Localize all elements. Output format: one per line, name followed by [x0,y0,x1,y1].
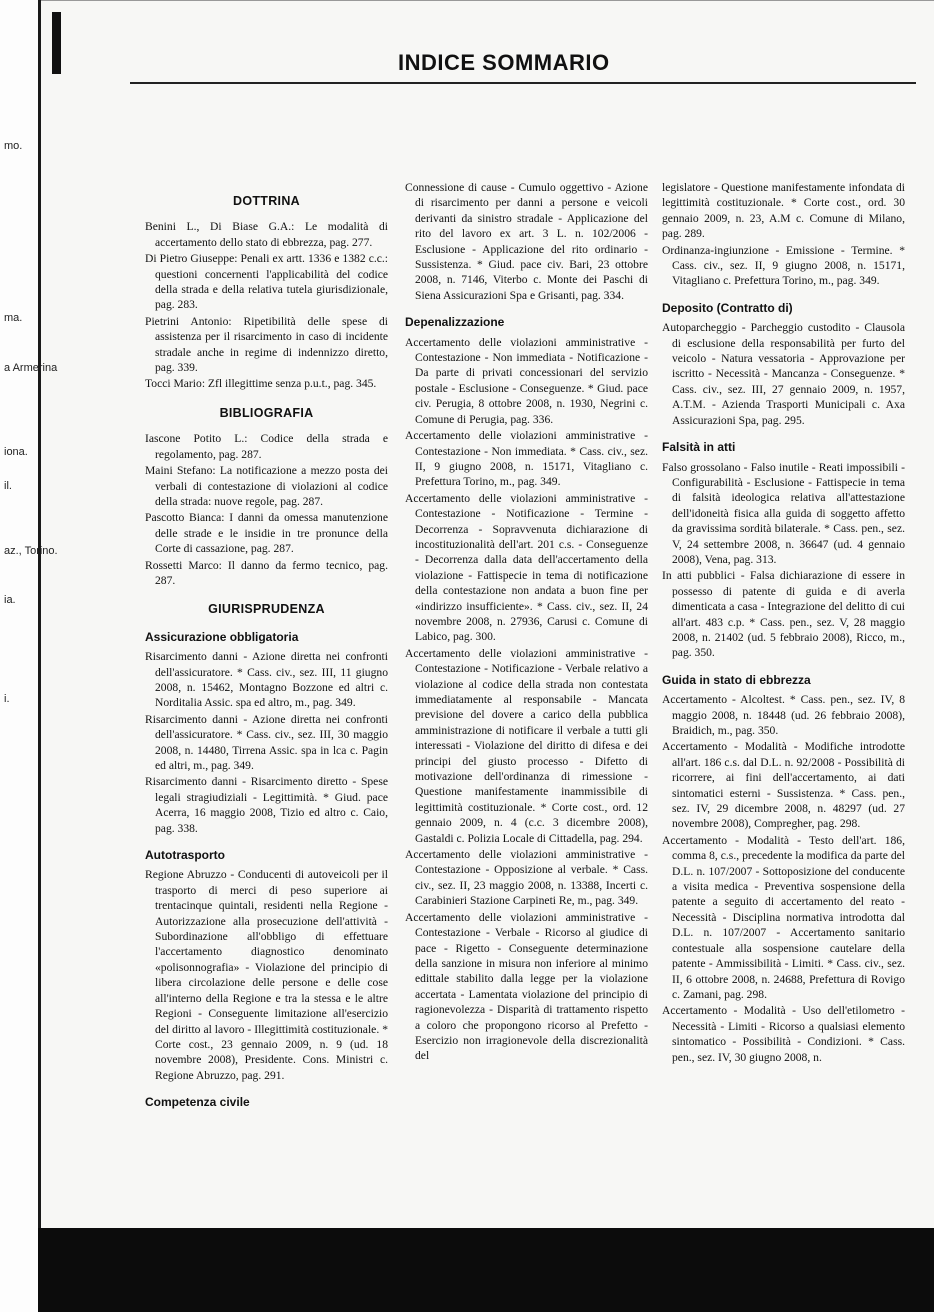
subsection-title: Assicurazione obbligatoria [145,629,299,644]
index-entry: Accertamento delle violazioni amministrative - Contestazione - Verbale - Ricorso al giudice di pace - Rigetto - Conseguente determinazione della sanzione in misura non inferiore al minimo edittale stabilito dalla legge per la violazione accertata - Lamentata violazione del principio di ragionevolezza - Disparità di trattamento rispetto a coloro che propongono ricorso al Prefetto - Esercizio non irragionevole della discrezionalità del [405,910,648,1063]
index-entry: Risarcimento danni - Risarcimento diretto - Spese legali stragiudiziali - Legittimità. * Giud. pace Acerra, 16 maggio 2008, Tizio ed altro c. Caio, pag. 338. [145,775,388,835]
index-entry: legislatore - Questione manifestamente infondata di legittimità costituzionale. * Corte cost., ord. 30 gennaio 2009, n. 23, A.M c. Comune di Milano, pag. 289. [662,181,905,241]
left-margin-mark [52,12,61,74]
page-title: INDICE SOMMARIO [398,50,610,75]
index-entry: Pietrini Antonio: Ripetibilità delle spese di assistenza per il risarcimento in caso di incidente stradale anche in regime di indennizzo diretto, pag. 339. [145,314,388,375]
index-entry: Accertamento delle violazioni amministrative - Contestazione - Notificazione - Termine - Decorrenza - Sopravvenuta dichiarazione di incostituzionalità dell'art. 201 c.s. - Conseguenze - Decorrenza dalla data dell'accertamento della violazione - Fattispecie in tema di notificazione della contestazione non andata a buon fine per «indirizzo insufficiente». * Cass. civ., sez. II, 24 novembre 2008, n. 27936, Carusi c. Comune di Labico, pag. 300. [405,491,648,644]
index-entry: Benini L., Di Biase G.A.: Le modalità di accertamento dello stato di ebbrezza, pag. 277. [145,220,388,249]
margin-fragment: iona. [4,446,28,458]
scan-bottom-border [38,1228,934,1312]
section-title-dottrina: DOTTRINA [233,194,300,208]
index-entry: Accertamento - Modalità - Testo dell'art. 186, comma 8, c.s., precedente la modifica da parte del D.L. n. 107/2007 - Sottoposizione del conducente a visita medica - Preventiva sospensione della patente a seguito di accertamento del reato - Necessità - Disciplina normativa introdotta dal D.L. n. 107/2007 - Accertamento sanitario contestuale alla sospensione cautelare della patente - Ammissibilità - Limiti. * Cass. civ., sez. II, 6 ottobre 2008, n. 24688, Prefettura di Rovigo c. Zamani, pag. 298. [662,833,905,1001]
index-entry: Risarcimento danni - Azione diretta nei confronti dell'assicuratore. * Cass. civ., sez. III, 11 giugno 2008, n. 15462, Montagno Bozzone ed altri c. Norditalia Assic. spa ed altro, m., pag. 349. [145,650,388,710]
column-right [662,180,905,1066]
index-entry: Accertamento - Modalità - Uso dell'etilometro - Necessità - Limiti - Ricorso a qualsiasi elemento sintomatico - Possibilità - Condizioni. * Cass. pen., sez. IV, 30 giugno 2008, n. [662,1004,905,1064]
index-entry: Regione Abruzzo - Conducenti di autoveicoli per il trasporto di merci di peso superiore ai trentacinque quintali, residenti nella Regione - Autorizzazione alla prosecuzione dell'attività - Subordinazione all'obbligo di effettuare l'accertamento diagnostico denominato «polisonnografia» - Violazione del principio di libera circolazione delle persone e delle cose all'interno della Regione e tra la stessa e le altre Regioni - Conseguente limitazione all'esercizio del diritto al lavoro - Illegittimità costituzionale. * Corte cost., 23 gennaio 2009, n. 9 (ud. 18 novembre 2008), Presidente. Cons. Ministri c. Regione Abruzzo, pag. 291. [145,868,388,1082]
section-title-bibliografia: BIBLIOGRAFIA [219,405,314,420]
margin-fragment: a Armerina [4,362,58,374]
margin-fragment: mo. [4,140,23,152]
index-entry: Falso grossolano - Falso inutile - Reati impossibili - Configurabilità - Esclusione - Fattispecie in tema di falsità ideologica relativa all'attestazione dell'idoneità fisica alla guida di soggetto affetto da gravissima sordità bilaterale. * Cass. pen., sez. V, 24 settembre 2008, n. 36647 (ud. 4 gennaio 2008), Vena, pag. 313. [662,460,905,566]
margin-fragment: az., Torino. [4,545,58,557]
subsection-title: Depenalizzazione [405,315,505,330]
top-edge-line [38,0,934,1]
index-entry: Accertamento - Alcoltest. * Cass. pen., sez. IV, 8 maggio 2008, n. 18448 (ud. 26 febbraio 2008), Braidich, m., pag. 350. [662,693,905,737]
index-entry: In atti pubblici - Falsa dichiarazione di essere in possesso di patente di guida e di averla dimenticata a casa - Integrazione del delitto di cui all'art. 483 c.p. * Cass. pen., sez. V, 28 maggio 2008, n. 21402 (ud. 5 febbraio 2008), Ricco, m., pag. 350. [662,569,905,660]
index-entry: Connessione di cause - Cumulo oggettivo - Azione di risarcimento per danni a persone e veicoli derivanti da sinistro stradale - Applicazione del rito del lavoro ex art. 3 L. n. 102/2006 - Esclusione - Applicazione del rito ordinario - Sussistenza. * Giud. pace civ. Bari, 23 ottobre 2008, n. 7146, Viterbo c. Monte dei Paschi di Siena Assicurazioni Spa e Grisanti, pag. 334. [405,181,648,302]
index-entry: Accertamento delle violazioni amministrative - Contestazione - Opposizione al verbale. * Cass. civ., sez. II, 23 maggio 2008, n. 13388, Incerti c. Carabinieri Stazione Carpineti Re, m., pag. 349. [405,848,648,908]
index-entry: Accertamento delle violazioni amministrative - Contestazione - Non immediata - Notificazione - Da parte di privati concessionari del servizio postale - Esclusione - Conseguenze. * Giud. pace civ. Perugia, 8 ottobre 2008, n. 1930, Negrini c. Comune di Perugia, pag. 336. [405,335,648,426]
subsection-title: Autotrasporto [145,848,225,863]
index-entry: Risarcimento danni - Azione diretta nei confronti dell'assicuratore. * Cass. civ., sez. III, 30 maggio 2008, n. 14480, Tirrena Assic. spa in lca c. Pagin ed altri, m., pag. 349. [145,712,388,772]
margin-fragment: ia. [4,594,16,606]
index-entry: Tocci Mario: Zfl illegittime senza p.u.t., pag. 345. [145,377,377,391]
index-entry: Ordinanza-ingiunzione - Emissione - Termine. * Cass. civ., sez. II, 9 giugno 2008, n. 15171, Vitagliano c. Prefettura Torino, m., pag. 349. [662,243,905,288]
margin-fragment: il. [4,480,12,492]
index-entry: Accertamento delle violazioni amministrative - Contestazione - Notificazione - Verbale relativo a violazione al codice della strada non contestata immediatamente al responsabile - Mancata previsione del dovere a carico della pubblica amministrazione di notificare il verbale a tutti gli interessati - Violazione del diritto di difesa e dei principi del giusto processo - Difetto di motivazione dell'ordinanza di rimessione - Questione manifestamente inammissibile di legittimità costituzionale. * Corte cost., ord. 12 gennaio 2009, n. 4 (c.c. 3 dicembre 2008), Gastaldi c. Polizia Locale di Cittadella, pag. 294. [405,646,648,845]
index-entry: Accertamento delle violazioni amministrative - Contestazione - Non immediata. * Cass. civ., sez. II, 9 giugno 2008, n. 15171, Vitagliano c. Prefettura Torino, m., pag. 349. [405,429,648,489]
title-rule [130,82,916,84]
index-entry: Iascone Potito L.: Codice della strada e regolamento, pag. 287. [145,432,388,461]
adjacent-page-strip [0,0,58,1312]
index-entry: Accertamento - Modalità - Modifiche introdotte all'art. 186 c.s. dal D.L. n. 92/2008 - Possibilità di ricorrere, ai fini dell'accertamento, ai dati sintomatici esterni - Sussistenza. * Cass. pen., sez. IV, 29 dicembre 2008, n. 48297 (ud. 27 novembre 2008), Compregher, pag. 298. [662,740,905,831]
column-left [145,180,388,1115]
column-middle [405,180,648,1065]
index-entry: Autoparcheggio - Parcheggio custodito - Clausola di esclusione della responsabilità per furto del veicolo - Natura vessatoria - Approvazione per iscritto - Necessità - Mancanza - Conseguenze. * Cass. civ., sez. III, 27 gennaio 2009, n. 1957, A.T.M. - Azienda Trasporti Municipali c. Axa Assicurazioni Spa, pag. 295. [662,321,905,427]
margin-fragment: i. [4,693,10,705]
index-entry: Di Pietro Giuseppe: Penali ex artt. 1336 e 1382 c.c.: questioni concernenti l'applicabilità del codice della strada e della relativa tutela giurisdizionale, pag. 283. [145,252,388,312]
section-title-giurisprudenza: GIURISPRUDENZA [208,602,325,617]
subsection-title: Competenza civile [145,1095,250,1110]
index-entry: Rossetti Marco: Il danno da fermo tecnico, pag. 287. [145,558,388,587]
subsection-title: Deposito (Contratto di) [662,300,793,315]
subsection-title: Guida in stato di ebbrezza [662,672,811,687]
index-entry: Pascotto Bianca: I danni da omessa manutenzione delle strade e le insidie in tre pronunce della Corte di cassazione, pag. 287. [145,511,388,556]
index-entry: Maini Stefano: La notificazione a mezzo posta dei verbali di contestazione di violazioni al codice della strada: nuove regole, pag. 287. [145,464,388,508]
subsection-title: Falsità in atti [662,440,736,455]
margin-fragment: ma. [4,312,23,324]
